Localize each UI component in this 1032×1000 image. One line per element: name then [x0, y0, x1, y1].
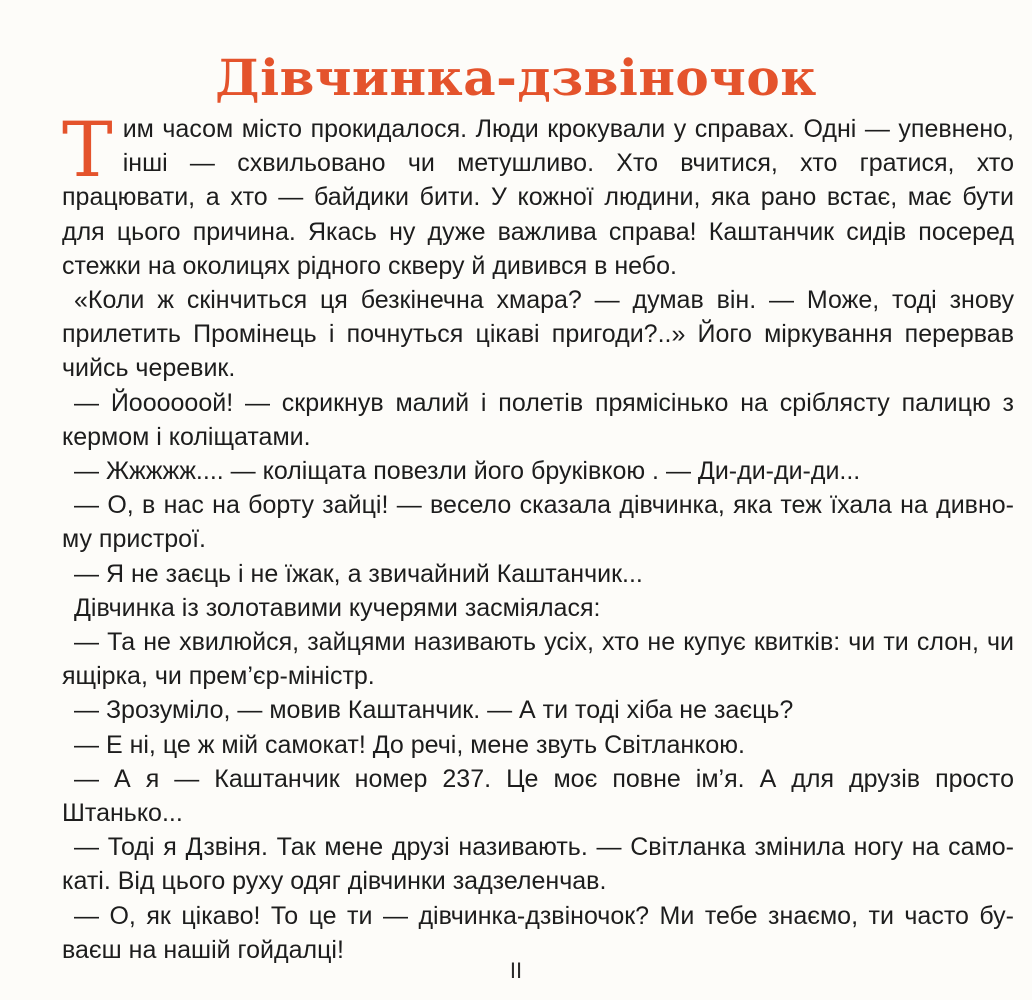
paragraph: — Жжжжж.... — коліщата повезли його бруківкою . — Ди-ди-ди-ди... — [74, 457, 861, 486]
paragraph: — Е ні, це ж мій самокат! До речі, мене звуть Світланкою. — [74, 730, 745, 759]
first-paragraph — [62, 105, 1014, 283]
chapter-title: Дівчинка-дзвіночок — [215, 48, 817, 107]
paragraph: — Та не хвилюйся, зайцями називають усіх, хто не купує квитків: чи ти слон, чи ящірка, чи прем’єр-міністр. — [62, 628, 1014, 691]
page-number: II — [509, 958, 523, 983]
paragraph: «Коли ж скінчиться ця безкінечна хмара? — думав він. — Може, тоді знову прилетить Промінець і почнуться цікаві пригоди?..» Його міркування перервав чийсь черевик. — [62, 286, 1014, 383]
paragraph: — А я — Каштанчик номер 237. Це моє повне ім’я. А для друзів просто Штанько... — [62, 764, 1014, 828]
paragraph: — Тоді я Дзвіня. Так мене друзі називають. — Світланка змінила ногу на самокаті. Від цього руху одяг дівчинки задзеленчав. — [62, 833, 1014, 896]
paragraph: Дівчинка із золотавими кучерями засміялася: — [74, 593, 601, 622]
paragraph: — Зрозуміло, — мовив Каштанчик. — А ти тоді хіба не заєць? — [74, 696, 794, 725]
story-text — [62, 105, 1014, 967]
first-paragraph-text: им часом місто прокидалося. Люди крокували у справах. Одні — упевнено, інші — схвильовано чи метушливо. Хто вчитися, хто гратися, хто працювати, а хто — байдики бити. У кожної людини, яка рано встає, має бути для цього причина. Якась ну дуже важлива справа! Каштанчик сидів посеред стежки на околицях рідного скверу й дивився в небо. — [62, 115, 1014, 280]
paragraph: — О, як цікаво! То це ти — дівчинка-дзвіночок? Ми тебе знаємо, ти часто буваєш на нашій гойдалці! — [62, 901, 1014, 964]
paragraph: — Йоооооой! — скрикнув малий і полетів прямісінько на сріблясту палицю з кермом і коліщатами. — [62, 388, 1014, 451]
paragraph: — Я не заєць і не їжак, а звичайний Каштанчик... — [74, 559, 643, 588]
drop-cap: Т — [62, 105, 113, 194]
paragraph: — О, в нас на борту зайці! — весело сказала дівчинка, яка теж їхала на дивному пристрої. — [62, 491, 1014, 554]
